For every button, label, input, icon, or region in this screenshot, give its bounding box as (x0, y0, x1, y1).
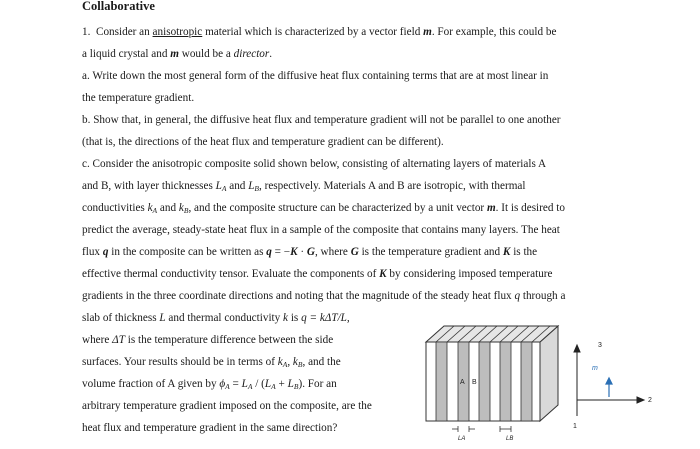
tensor-k: K (502, 246, 511, 258)
vector-g: G (306, 246, 315, 258)
thickness-label-la: LA (458, 436, 466, 442)
symbol-k: k (147, 202, 153, 214)
c-text: , where (314, 246, 348, 258)
subscript-a: A (152, 206, 158, 215)
q1-text-d: a liquid crystal and (82, 48, 168, 60)
symbol-k: k (277, 356, 283, 368)
c-text: ). For an (298, 378, 337, 390)
part-c-line-4: predict the average, steady-state heat flux in a sample of the composite that contains many layers. The heat (82, 224, 560, 236)
divide-paren: / ( (255, 378, 265, 390)
part-a-line-1: a. Write down the most general form of the diffusive heat flux containing terms that are at most linear in (82, 70, 549, 82)
slab-top-face (426, 326, 558, 342)
plus: + (278, 378, 285, 390)
vector-q: q (266, 246, 272, 258)
flux-equation: = kΔT/L, (309, 312, 350, 324)
c-and: and (229, 180, 246, 192)
anisotropic-link-text: anisotropic (152, 26, 203, 38)
q1-text: Consider an (95, 26, 150, 38)
layer-band (436, 342, 447, 421)
symbol-l: L (215, 180, 222, 192)
layer-label-b: B (472, 379, 477, 386)
part-b-line-2: (that is, the directions of the heat flux and temperature gradient can be different). (82, 136, 444, 148)
subscript-b: B (293, 382, 299, 391)
c-text: slab of thickness (82, 312, 157, 324)
c-text: volume fraction of A given by (82, 378, 217, 390)
c-text: in the composite can be written as (111, 246, 264, 258)
tensor-k: K (290, 246, 298, 258)
c-text: and B, with layer thicknesses (82, 180, 213, 192)
vector-q: q (102, 246, 109, 258)
question-1-line-2 (82, 44, 272, 66)
part-c-line-10: surfaces. Your results should be in terms of $k_A$, $k_B$, and the (82, 356, 341, 369)
q1-text-b: material which is characterized by a vector field (205, 26, 421, 38)
c-text: is the temperature difference between the side (127, 334, 334, 346)
subscript-b: B (297, 360, 303, 369)
part-a-line-2: the temperature gradient. (82, 92, 195, 104)
subscript-b: B (254, 184, 260, 193)
layer-band (479, 342, 490, 421)
c-text: where (82, 334, 110, 346)
part-c-line-3 (82, 198, 565, 222)
q1-text-e: would be a (181, 48, 231, 60)
part-c-line-7 (82, 286, 565, 308)
vector-m: m (486, 202, 496, 214)
c-text: , respectively. Materials A and B are isotropic, with thermal (259, 180, 526, 192)
q1-text-c: . For example, this could be (431, 26, 557, 38)
symbol-l: L (264, 378, 272, 390)
axis-label-2: 2 (648, 397, 652, 404)
symbol-phi: ϕ (219, 378, 226, 390)
c-text: through a (522, 290, 566, 302)
question-number: 1. (82, 26, 91, 38)
part-b-line-1: b. Show that, in general, the diffusive heat flux and temperature gradient will not be parallel to one another (82, 114, 561, 126)
composite-figure (420, 320, 660, 449)
c-text: surfaces. Your results should be in terms of (82, 356, 275, 368)
c-text: , and the composite structure can be characterized by a unit vector (188, 202, 485, 214)
part-c-line-6 (82, 264, 552, 286)
part-c-line-11 (82, 374, 337, 398)
part-c-line-5 (82, 242, 537, 264)
c-text: gradients in the three coordinate directions and noting that the magnitude of the steady heat flux (82, 290, 512, 302)
question-1 (82, 22, 556, 44)
subscript-a: A (282, 360, 288, 369)
equals-minus: = − (274, 246, 291, 258)
section-heading: Collaborative (82, 0, 155, 13)
subscript-a: A (247, 382, 253, 391)
part-c-line-2 (82, 176, 525, 200)
vector-m: m (423, 26, 432, 38)
dot-operator: · (300, 246, 305, 258)
symbol-k: k (283, 312, 289, 324)
axis-label-3: 3 (598, 342, 602, 349)
c-text: conductivities (82, 202, 145, 214)
c-text: flux (82, 246, 101, 258)
symbol-k: k (178, 202, 184, 214)
subscript-a: A (221, 184, 227, 193)
symbol-l: L (248, 180, 255, 192)
director-term: director (233, 48, 270, 60)
thickness-markers (452, 426, 511, 432)
symbol-l: L (241, 378, 248, 390)
c-text: . It is desired to (495, 202, 565, 214)
c-text: is the temperature gradient and (361, 246, 501, 258)
tensor-k: K (379, 268, 387, 280)
c-text: , and the (302, 356, 341, 368)
q1-period: . (269, 48, 273, 60)
symbol-l: L (159, 312, 166, 324)
equals: = (232, 378, 239, 390)
delta-t: ΔT (112, 334, 125, 346)
c-text: is (290, 312, 299, 324)
part-c-line-13: heat flux and temperature gradient in the same direction? (82, 422, 338, 434)
layer-band (500, 342, 511, 421)
c-text: and thermal conductivity (168, 312, 281, 324)
c-text: effective thermal conductivity tensor. Evaluate the components of (82, 268, 377, 280)
c-text: is the (513, 246, 538, 258)
vector-m-label: m (592, 365, 598, 372)
part-c-line-12: arbitrary temperature gradient imposed on the composite, are the (82, 400, 372, 412)
scalar-q: q (514, 290, 521, 302)
part-c-line-9 (82, 330, 333, 352)
subscript-a: A (271, 382, 276, 391)
part-c-line-8 (82, 308, 350, 330)
layer-band (521, 342, 532, 421)
part-c-line-1: c. Consider the anisotropic composite solid shown below, consisting of alternating layers of materials A (82, 158, 547, 170)
layer-label-a: A (460, 379, 465, 386)
symbol-l: L (287, 378, 294, 390)
c-and: and (159, 202, 177, 214)
subscript-b: B (183, 206, 189, 215)
vector-m-arrow-icon (606, 378, 612, 397)
symbol-k: k (292, 356, 298, 368)
vector-m: m (170, 48, 179, 60)
axis-label-1: 1 (573, 423, 577, 430)
c-text: by considering imposed temperature (389, 268, 553, 280)
thickness-label-lb: LB (506, 436, 514, 442)
scalar-q: q (301, 312, 307, 324)
vector-g: G (350, 246, 359, 258)
subscript-a: A (225, 382, 230, 391)
